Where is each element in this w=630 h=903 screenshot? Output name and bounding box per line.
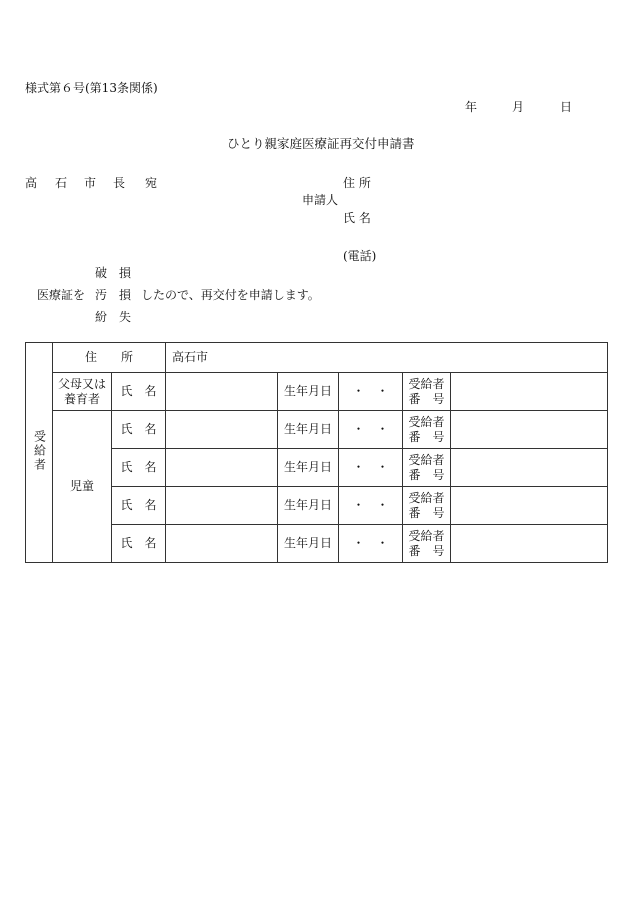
birth-label: 生年月日 <box>278 487 339 525</box>
date-year-label: 年 <box>465 100 478 114</box>
birth-value[interactable]: ・ ・ <box>339 525 403 563</box>
child-row <box>26 449 608 487</box>
birth-value[interactable]: ・ ・ <box>339 411 403 449</box>
child-row <box>26 525 608 563</box>
name-label: 氏 名 <box>112 411 166 449</box>
recipient-no-label <box>403 525 451 563</box>
recipient-no-line1: 受給者 <box>408 376 445 391</box>
child-row <box>26 487 608 525</box>
applicant-label: 申請人 <box>302 193 339 207</box>
guardian-row <box>26 373 608 411</box>
birth-label: 生年月日 <box>278 449 339 487</box>
recipient-no-line1: 受給者 <box>408 414 445 429</box>
name-value[interactable] <box>166 373 278 411</box>
reason-soiled: 汚 損 <box>95 288 132 302</box>
page-title: ひとり親家庭医療証再交付申請書 <box>227 136 415 151</box>
birth-value[interactable]: ・ ・ <box>339 373 403 411</box>
addressee-char: 石 <box>55 176 68 190</box>
reason-suffix: したので、再交付を申請します。 <box>141 288 320 302</box>
recipient-header-cell <box>26 343 53 563</box>
address-label: 住 所 <box>53 343 166 373</box>
reason-prefix: 医療証を <box>37 288 86 302</box>
recipient-no-label <box>403 373 451 411</box>
recipient-no-label <box>403 487 451 525</box>
birth-label: 生年月日 <box>278 525 339 563</box>
recipient-no-line2: 番 号 <box>408 391 445 406</box>
recipient-no-label <box>403 449 451 487</box>
guardian-label-line1: 父母又は <box>57 376 106 391</box>
recipient-no-value[interactable] <box>451 525 608 563</box>
birth-label: 生年月日 <box>278 411 339 449</box>
recipient-no-line2: 番 号 <box>408 467 445 482</box>
recipient-no-line1: 受給者 <box>408 528 445 543</box>
addressee-char: 高 <box>25 176 38 190</box>
address-value[interactable]: 高石市 <box>166 343 608 373</box>
recipient-no-value[interactable] <box>451 411 608 449</box>
recipient-no-label <box>403 411 451 449</box>
recipient-header: 受給者 <box>32 429 47 472</box>
name-value[interactable] <box>166 411 278 449</box>
addressee-char: 宛 <box>145 176 158 190</box>
recipient-no-line2: 番 号 <box>408 505 445 520</box>
recipient-no-value[interactable] <box>451 449 608 487</box>
addressee-char: 市 <box>84 176 97 190</box>
reason-damaged: 破 損 <box>95 266 132 280</box>
birth-value[interactable]: ・ ・ <box>339 449 403 487</box>
birth-label: 生年月日 <box>278 373 339 411</box>
date-day-label: 日 <box>560 100 573 114</box>
applicant-phone-label: (電話) <box>343 249 377 263</box>
child-label: 児童 <box>53 411 112 563</box>
birth-value[interactable]: ・ ・ <box>339 487 403 525</box>
address-row <box>26 343 608 373</box>
date-month-label: 月 <box>512 100 525 114</box>
recipient-no-line2: 番 号 <box>408 543 445 558</box>
name-value[interactable] <box>166 449 278 487</box>
guardian-label-line2: 養育者 <box>63 391 100 406</box>
name-label: 氏 名 <box>112 373 166 411</box>
name-value[interactable] <box>166 525 278 563</box>
recipient-no-line2: 番 号 <box>408 429 445 444</box>
applicant-name-label: 氏 名 <box>343 211 371 225</box>
addressee-char: 長 <box>113 176 126 190</box>
name-label: 氏 名 <box>112 525 166 563</box>
name-label: 氏 名 <box>112 449 166 487</box>
recipient-no-line1: 受給者 <box>408 490 445 505</box>
name-value[interactable] <box>166 487 278 525</box>
form-number: 様式第６号(第13条関係) <box>25 81 158 95</box>
recipient-no-value[interactable] <box>451 373 608 411</box>
recipient-no-line1: 受給者 <box>408 452 445 467</box>
name-label: 氏 名 <box>112 487 166 525</box>
guardian-label <box>53 373 112 411</box>
reason-lost: 紛 失 <box>95 310 132 324</box>
recipient-no-value[interactable] <box>451 487 608 525</box>
child-row <box>26 411 608 449</box>
applicant-address-label: 住 所 <box>343 176 371 190</box>
recipient-table <box>25 342 608 563</box>
